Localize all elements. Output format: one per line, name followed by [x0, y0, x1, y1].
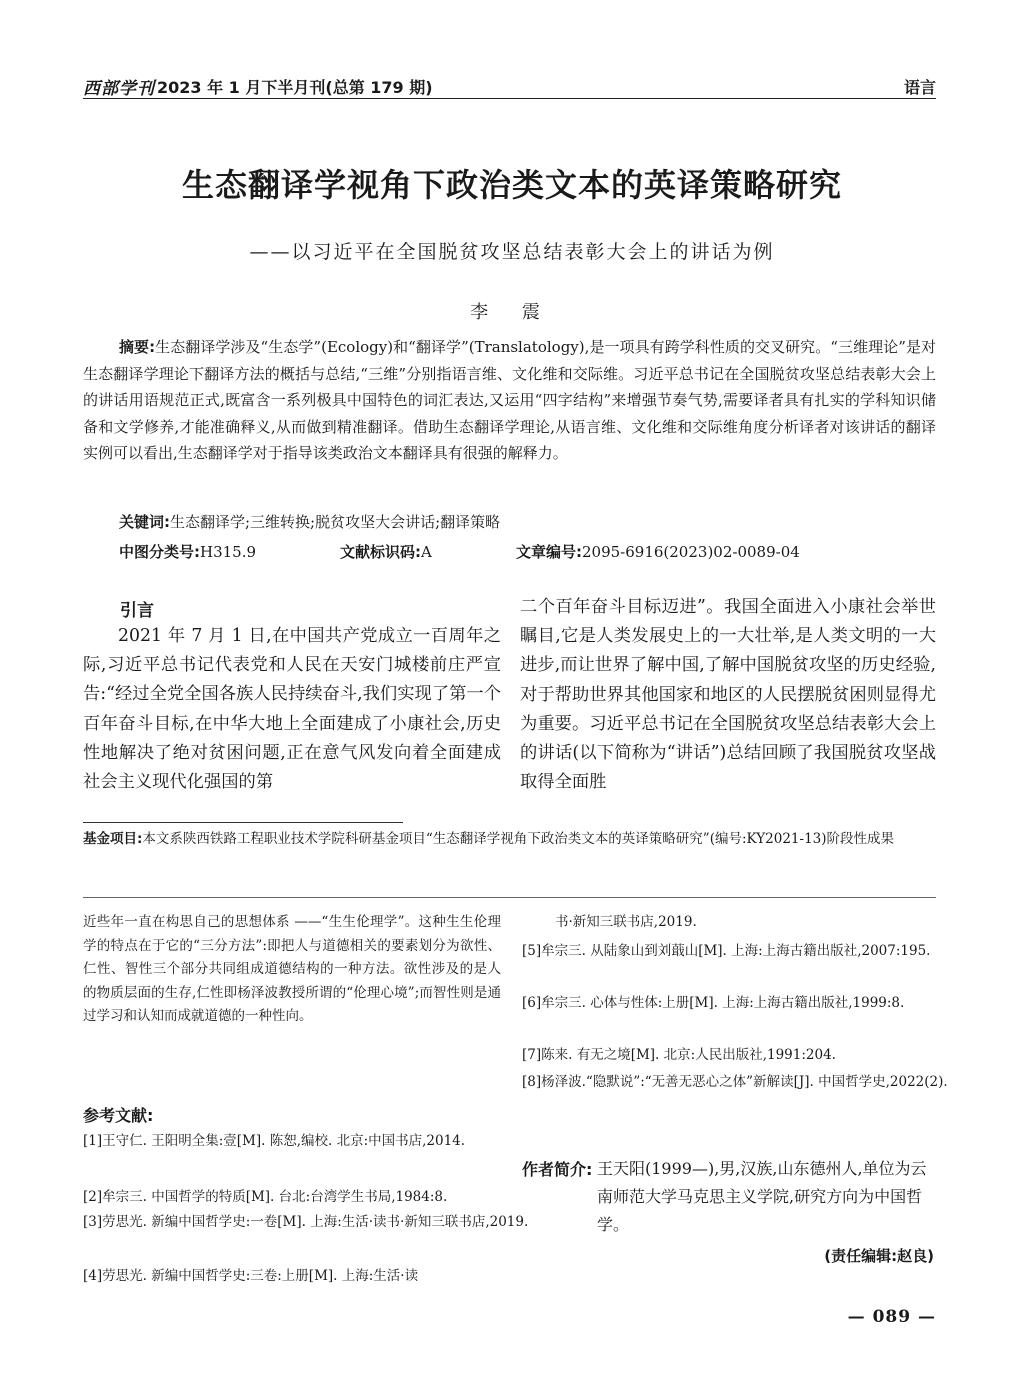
reference-item: [3]劳思光. 新编中国哲学史:一卷[M]. 上海:生活·读书·新知三联书店,2019.	[83, 1214, 529, 1230]
previous-article-note: 近些年一直在构思自己的思想体系 ——“生生伦理学”。这种生生伦理学的特点在于它的“三分方法”:即把人与道德相关的要素划分为欲性、仁性、智性三个部分共同组成道德结构的一种方法。欲性涉及的是人的物质层面的生存,仁性即杨泽波教授所谓的“伦理心境”;而智性则是通过学习和认知而成就道德的一种性向。	[83, 914, 501, 1024]
page-number: — 089 —	[847, 1307, 936, 1327]
reference-item: [2]牟宗三. 中国哲学的特质[M]. 台北:台湾学生书局,1984:8.	[83, 1189, 448, 1205]
keywords-text: 生态翻译学;三维转换;脱贫攻坚大会讲话;翻译策略	[170, 513, 501, 531]
reference-item: [5]牟宗三. 从陆象山到刘蕺山[M]. 上海:上海古籍出版社,2007:195.	[522, 943, 931, 959]
intro-paragraph-right: 二个百年奋斗目标迈进”。我国全面进入小康社会举世瞩目,它是人类发展史上的一大壮举,是人类文明的一大进步,而让世界了解中国,了解中国脱贫攻坚的历史经验,对于帮助世界其他国家和地区的人民摆脱贫困则显得尤为重要。习近平总书记在全国脱贫攻坚总结表彰大会上的讲话(以下简称为“讲话”)总结回顾了我国脱贫攻坚战取得全面胜	[520, 597, 936, 793]
abstract	[83, 334, 936, 467]
fund-note	[83, 828, 936, 851]
header-rule	[83, 98, 936, 99]
author-name: 李 震	[470, 302, 554, 323]
article-no-value: 2095-6916(2023)02-0089-04	[582, 543, 800, 561]
article-number	[516, 541, 800, 562]
journal-logo: 西部学刊	[83, 79, 155, 99]
reference-item: [8]杨泽波.“隐默说”:“无善无恶心之体”新解读[J]. 中国哲学史,2022(2).	[522, 1074, 948, 1090]
intro-heading: 引言	[120, 601, 154, 621]
reference-item: [6]牟宗三. 心体与性体:上册[M]. 上海:上海古籍出版社,1999:8.	[522, 995, 905, 1011]
document-code	[340, 541, 432, 562]
section-divider	[83, 897, 936, 898]
fund-text: 本文系陕西铁路工程职业技术学院科研基金项目“生态翻译学视角下政治类文本的英译策略研究”(编号:KY2021-13)阶段性成果	[142, 831, 895, 847]
clc-value: H315.9	[200, 543, 257, 561]
reference-item: [1]王守仁. 王阳明全集:壹[M]. 陈恕,编校. 北京:中国书店,2014.	[83, 1133, 466, 1149]
article-no-label: 文章编号:	[516, 543, 582, 561]
footnote-rule	[83, 822, 403, 823]
article-subtitle: ——以习近平在全国脱贫攻坚总结表彰大会上的讲话为例	[249, 241, 775, 263]
fund-label: 基金项目:	[83, 831, 143, 847]
reference-item: [4]劳思光. 新编中国哲学史:三卷:上册[M]. 上海:生活·读	[83, 1268, 419, 1284]
reference-continuation: 书·新知三联书店,2019.	[555, 914, 697, 930]
issue-info: 2023 年 1 月下半月刊(总第 179 期)	[157, 78, 433, 97]
intro-paragraph-left: 2021 年 7 月 1 日,在中国共产党成立一百周年之际,习近平总书记代表党和人民在天安门城楼前庄严宣告:“经过全党全国各族人民持续奋斗,我们实现了第一个百年奋斗目标,在中华大地上全面建成了小康社会,历史性地解决了绝对贫困问题,正在意气风发向着全面建成社会主义现代化强国的第	[83, 626, 501, 793]
bio-label: 作者简介:	[522, 1160, 593, 1179]
clc-number	[119, 541, 256, 562]
abstract-text: 生态翻译学涉及“生态学”(Ecology)和“翻译学”(Translatology),是一项具有跨学科性质的交叉研究。“三维理论”是对生态翻译学理论下翻译方法的概括与总结,“三维”分别指语言维、文化维和交际维。习近平总书记在全国脱贫攻坚总结表彰大会上的讲话用语规范正式,既富含一系列极具中国特色的词汇表达,又运用“四字结构”来增强节奏气势,需要译者具有扎实的学科知识储备和文学修养,才能准确释义,从而做到精准翻译。借助生态翻译学理论,从语言维、文化维和交际维角度分析译者对该讲话的翻译实例可以看出,生态翻译学对于指导该类政治文本翻译具有很强的解释力。	[83, 338, 937, 462]
abstract-label: 摘要:	[119, 338, 156, 356]
doc-code-label: 文献标识码:	[340, 543, 421, 561]
keywords-label: 关键词:	[119, 513, 170, 531]
editor-note: (责任编辑:赵良)	[824, 1247, 934, 1265]
keywords	[119, 511, 500, 532]
reference-item: [7]陈来. 有无之境[M]. 北京:人民出版社,1991:204.	[522, 1047, 836, 1063]
references-heading: 参考文献:	[83, 1106, 154, 1125]
author-bio: 王天阳(1999—),男,汉族,山东德州人,单位为云南师范大学马克思主义学院,研究方向为中国哲学。	[597, 1159, 927, 1234]
clc-label: 中图分类号:	[119, 543, 200, 561]
article-title: 生态翻译学视角下政治类文本的英译策略研究	[181, 166, 842, 204]
doc-code-value: A	[421, 543, 432, 561]
section-name: 语言	[903, 78, 936, 97]
